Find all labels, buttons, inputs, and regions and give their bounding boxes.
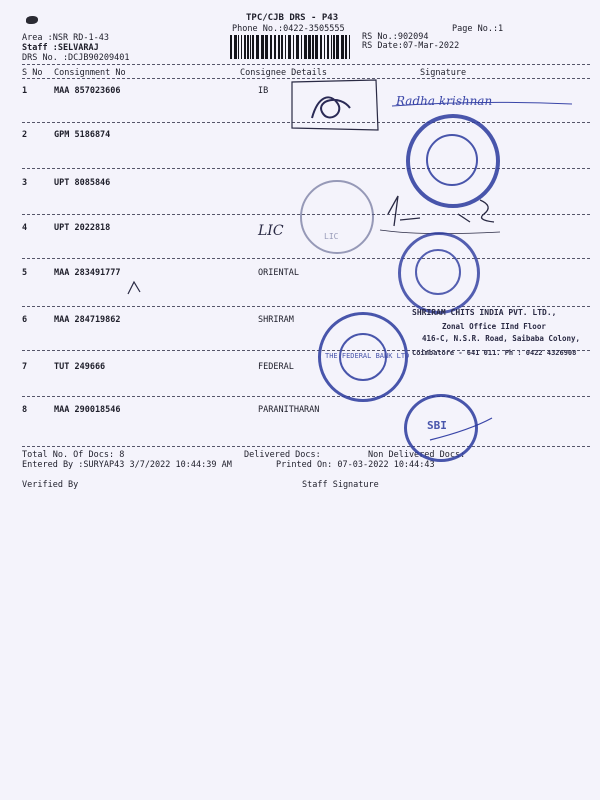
drs-number: DRS No. :DCJB90209401 [22,53,130,63]
table-row-consignment: MAA 290018546 [54,405,121,415]
barcode-bar [274,35,276,59]
document-title: TPC/CJB DRS - P43 [246,13,339,23]
table-row-consignee: FEDERAL [258,362,294,372]
page-number: Page No.:1 [452,24,504,34]
barcode-bar [241,35,242,59]
table-row-sno: 2 [22,130,28,140]
barcode-bar [234,35,237,59]
header-divider [22,64,590,65]
table-row-consignee: SHRIRAM [258,315,294,325]
sbi-stamp: SBI [404,394,478,462]
barcode-bar [331,35,332,59]
row-divider [22,122,590,123]
table-row-sno: 1 [22,86,28,96]
column-consignment: Consignment No [54,68,126,78]
barcode-bar [349,35,350,59]
tick-mark [128,282,140,294]
table-row-consignee: ORIENTAL [258,268,299,278]
office-stamp [406,114,500,208]
barcode-bar [261,35,264,59]
barcode-bar [265,35,268,59]
row-divider [22,446,590,447]
handwritten-lic: LIC [258,223,284,239]
barcode-bar [301,35,302,59]
area-label: Area :NSR RD-1-43 [22,33,109,43]
barcode-bar [308,35,311,59]
barcode-bar [288,35,291,59]
table-row-consignment: TUT 249666 [54,362,106,372]
rs-date: RS Date:07-Mar-2022 [362,41,460,51]
table-row-consignment: GPM 5186874 [54,130,111,140]
table-row-consignee: PARANITHARAN [258,405,320,415]
table-row-sno: 7 [22,362,28,372]
column-divider [22,78,590,79]
barcode-bar [238,35,239,59]
barcode-bar [252,35,254,59]
barcode-bar [278,35,280,59]
barcode-bar [270,35,272,59]
barcode-bar [341,35,344,59]
office-stamp [398,232,480,314]
printed-on: Printed On: 07-03-2022 10:44:43 [276,460,435,470]
barcode [230,35,352,59]
delivered-docs: Delivered Docs: [244,450,321,460]
entered-by: Entered By :SURYAP43 3/7/2022 10:44:39 AM [22,460,232,470]
federal-bank-stamp: THE FEDERAL BANK LTD [318,312,408,402]
table-row-consignment: MAA 283491777 [54,268,121,278]
barcode-bar [281,35,283,59]
barcode-bar [315,35,318,59]
non-delivered-docs: Non Delivered Docs: [368,450,466,460]
table-row-consignment: MAA 284719862 [54,315,121,325]
barcode-bar [312,35,314,59]
column-signature: Signature [420,68,467,78]
barcode-bar [247,35,249,59]
barcode-bar [320,35,322,59]
barcode-bar [304,35,307,59]
phone-number: Phone No.:0422-3505555 [232,24,345,34]
staff-label: Staff :SELVARAJ [22,43,99,53]
table-row-consignment: UPT 2022818 [54,223,111,233]
handwritten-name: Radha krishnan [396,94,493,108]
barcode-bar [336,35,339,59]
corner-mark-icon [26,16,38,24]
row-divider [22,168,590,169]
barcode-bar [230,35,232,59]
table-row-sno: 3 [22,178,28,188]
table-row-sno: 6 [22,315,28,325]
staff-signature: Staff Signature [302,480,379,490]
barcode-bar [256,35,259,59]
barcode-bar [327,35,329,59]
table-row-consignment: UPT 8085846 [54,178,111,188]
table-row-sno: 5 [22,268,28,278]
barcode-bar [250,35,251,59]
signature-scribble [312,97,350,118]
row-divider [22,258,590,259]
shriram-stamp: SHRIRAM CHITS INDIA PVT. LTD., Zonal Office IInd Floor 416-C, N.S.R. Road, Saibaba Colony, Coimbatore - 641 011. Ph : 0422 4326908 [412,308,581,357]
table-row-sno: 4 [22,223,28,233]
total-docs: Total No. Of Docs: 8 [22,450,125,460]
rs-number: RS No.:902094 [362,32,429,42]
table-row-sno: 8 [22,405,28,415]
barcode-bar [324,35,325,59]
barcode-bar [293,35,294,59]
column-sno: S No [22,68,43,78]
barcode-bar [296,35,299,59]
row-divider [22,396,590,397]
barcode-bar [244,35,246,59]
barcode-bar [333,35,335,59]
lic-stamp: LIC [300,180,374,254]
table-row-consignee: IB [258,86,269,96]
verified-by: Verified By [22,480,79,490]
table-row-consignment: MAA 857023606 [54,86,121,96]
column-consignee: Consignee Details [240,68,327,78]
barcode-bar [285,35,286,59]
barcode-bar [345,35,347,59]
row-divider [22,306,590,307]
